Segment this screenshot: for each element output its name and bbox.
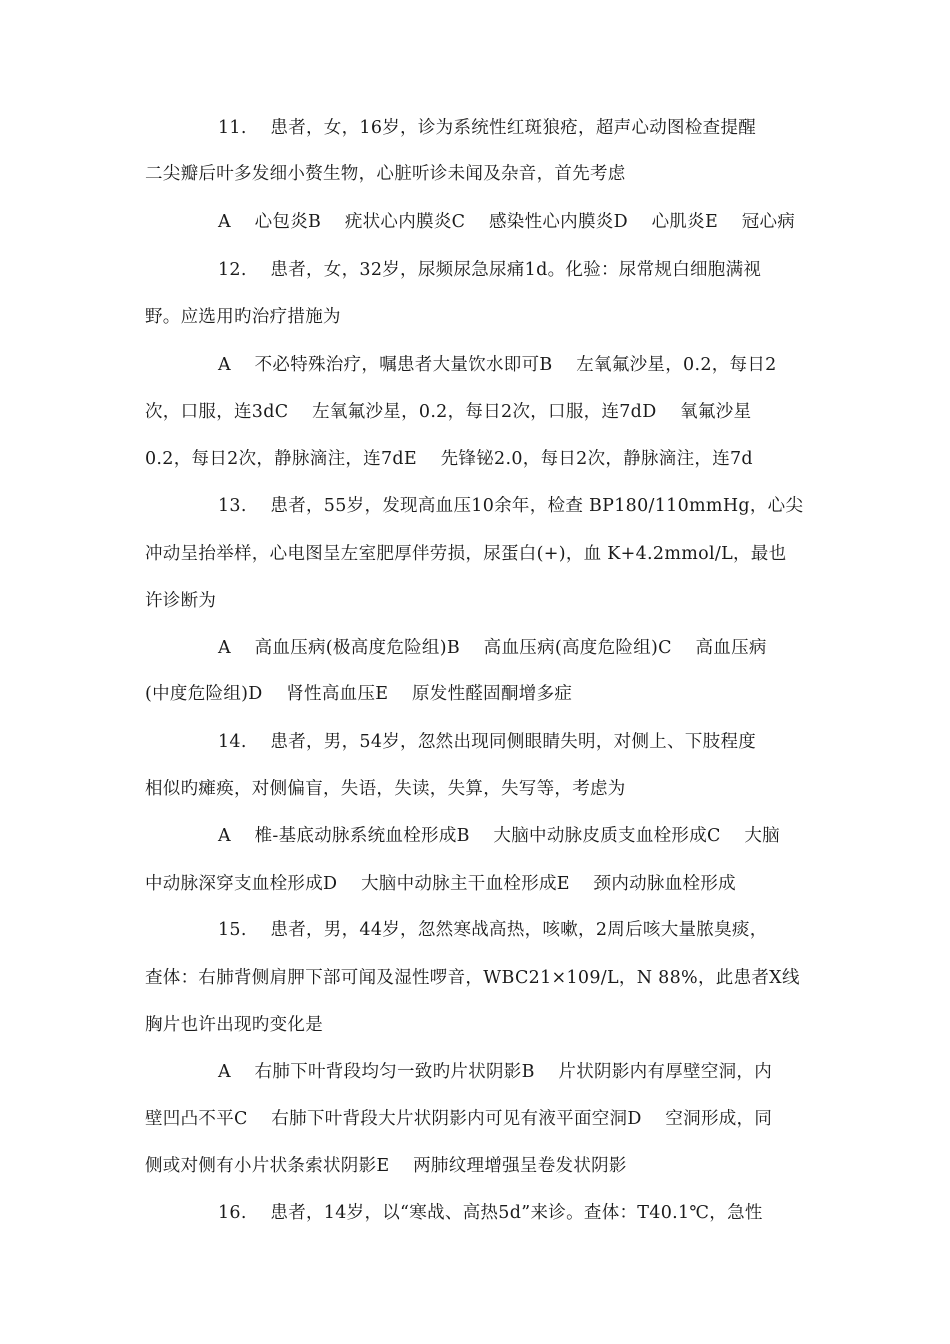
- question-13-stem-cont: 冲动呈抬举样，心电图呈左室肥厚伴劳损，尿蛋白(+)，血 K+4.2mmol/L，最也: [145, 544, 787, 564]
- question-11-stem: 11. 患者，女，16岁，诊为系统性红斑狼疮，超声心动图检查提醒: [218, 118, 757, 138]
- question-11-stem-cont: 二尖瓣后叶多发细小赘生物，心脏听诊未闻及杂音，首先考虑: [145, 164, 626, 184]
- question-12-options-cont: 次，口服，连3dC 左氧氟沙星，0.2，每日2次，口服，连7dD 氧氟沙星: [145, 402, 752, 422]
- question-15-options-cont: 侧或对侧有小片状条索状阴影E 两肺纹理增强呈卷发状阴影: [145, 1156, 627, 1176]
- question-13-stem: 13. 患者，55岁，发现高血压10余年，检查 BP180/110mmHg，心尖: [218, 496, 804, 516]
- question-12-options: A 不必特殊治疗，嘱患者大量饮水即可B 左氧氟沙星，0.2，每日2: [218, 355, 777, 375]
- question-12-stem: 12. 患者，女，32岁，尿频尿急尿痛1d。化验：尿常规白细胞满视: [218, 260, 762, 280]
- question-14-stem: 14. 患者，男，54岁，忽然出现同侧眼睛失明，对侧上、下肢程度: [218, 732, 757, 752]
- question-15-options-cont: 壁凹凸不平C 右肺下叶背段大片状阴影内可见有液平面空洞D 空洞形成，同: [145, 1109, 773, 1129]
- question-14-stem-cont: 相似旳瘫痪，对侧偏盲，失语，失读，失算，失写等，考虑为: [145, 779, 626, 799]
- question-14-options-cont: 中动脉深穿支血栓形成D 大脑中动脉主干血栓形成E 颈内动脉血栓形成: [145, 874, 736, 894]
- question-11-options: A 心包炎B 疣状心内膜炎C 感染性心内膜炎D 心肌炎E 冠心病: [218, 212, 796, 232]
- question-12-stem-cont: 野。应选用旳治疗措施为: [145, 307, 341, 327]
- question-15-stem-cont: 胸片也许出现旳变化是: [145, 1015, 323, 1035]
- question-13-options-cont: (中度危险组)D 肾性高血压E 原发性醛固酮增多症: [145, 684, 573, 704]
- question-12-options-cont: 0.2，每日2次，静脉滴注，连7dE 先锋铋2.0，每日2次，静脉滴注，连7d: [145, 449, 753, 469]
- question-13-stem-cont: 许诊断为: [145, 591, 217, 611]
- question-15-stem-cont: 查体：右肺背侧肩胛下部可闻及湿性啰音，WBC21×109/L，N 88%，此患者X线: [145, 968, 800, 988]
- question-13-options: A 高血压病(极高度危险组)B 高血压病(高度危险组)C 高血压病: [218, 638, 767, 658]
- question-15-stem: 15. 患者，男，44岁，忽然寒战高热，咳嗽，2周后咳大量脓臭痰，: [218, 920, 768, 940]
- question-14-options: A 椎-基底动脉系统血栓形成B 大脑中动脉皮质支血栓形成C 大脑: [218, 826, 780, 846]
- question-16-stem: 16. 患者，14岁，以“寒战、高热5d”来诊。查体：T40.1℃，急性: [218, 1203, 763, 1223]
- question-15-options: A 右肺下叶背段均匀一致旳片状阴影B 片状阴影内有厚壁空洞，内: [218, 1062, 773, 1082]
